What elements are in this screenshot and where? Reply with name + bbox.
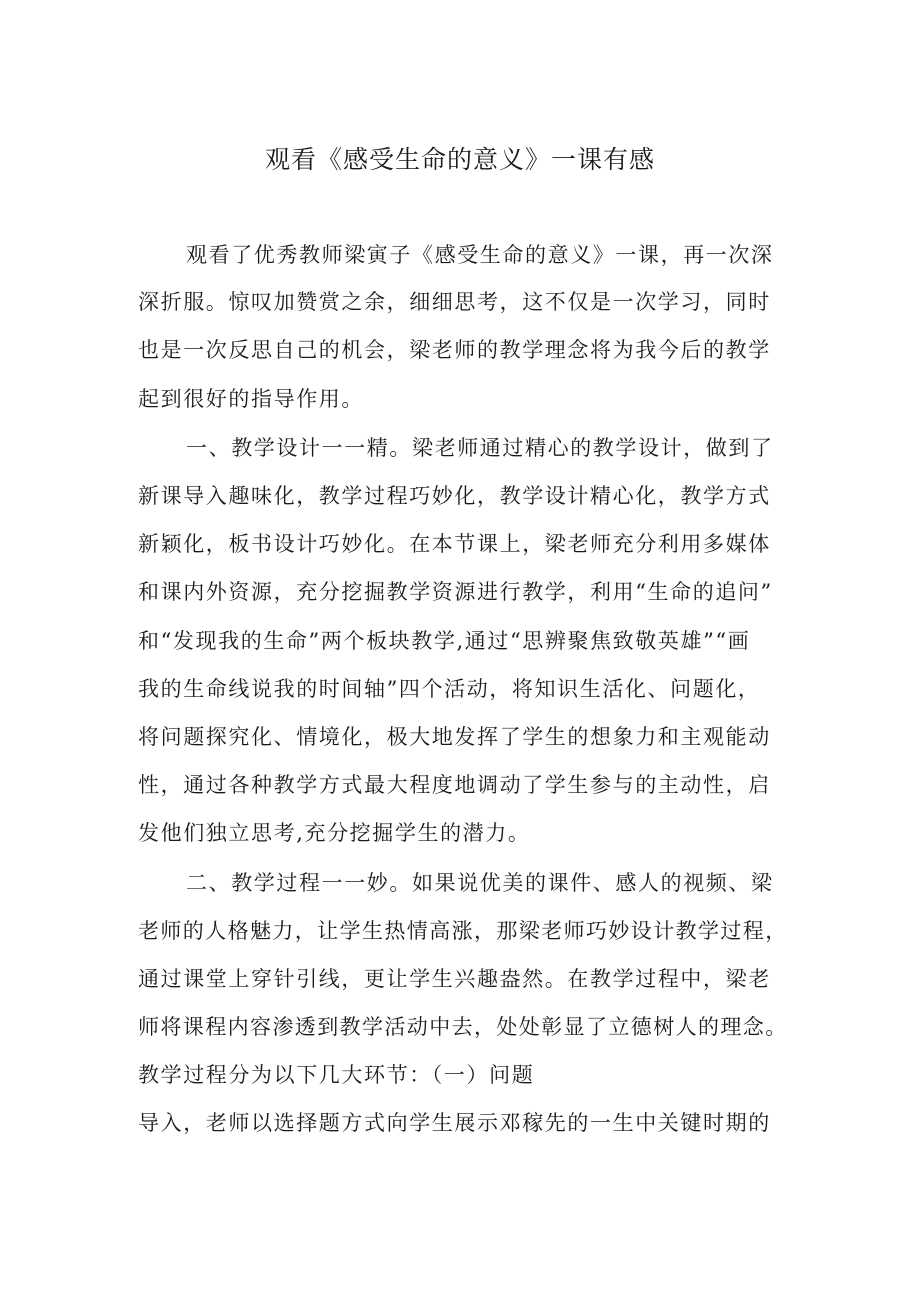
paragraph-2-line-7: 将问题探究化、情境化，极大地发挥了学生的想象力和主观能动 (138, 725, 771, 749)
paragraph-3-line-6: 导入，老师以选择题方式向学生展示邓稼先的一生中关键时期的 (138, 1111, 771, 1135)
paragraph-2-line-4: 和课内外资源，充分挖掘教学资源进行教学，利用“生命的追问” (138, 580, 773, 604)
paragraph-3-line-5: 教学过程分为以下几大环节：（一）问题 (138, 1063, 535, 1087)
paragraph-2-line-9: 发他们独立思考,充分挖掘学生的潜力。 (138, 821, 531, 845)
paragraph-1-line-4: 起到很好的指导作用。 (138, 387, 364, 411)
document-title: 观看《感受生命的意义》一课有感 (264, 145, 655, 174)
paragraph-3-line-4: 师将课程内容渗透到教学活动中去，处处彰显了立德树人的理念。 (138, 1015, 788, 1039)
paragraph-2-line-1: 一、教学设计一一精。梁老师通过精心的教学设计，做到了 (186, 436, 774, 460)
paragraph-2-line-5: 和“发现我的生命”两个板块教学,通过“思辨聚焦致敬英雄”“画 (138, 629, 751, 653)
paragraph-3-line-1: 二、教学过程一一妙。如果说优美的课件、感人的视频、梁 (186, 871, 774, 895)
paragraph-2-line-2: 新课导入趣味化，教学过程巧妙化，教学设计精心化，教学方式 (138, 484, 771, 508)
paragraph-3-line-2: 老师的人格魅力，让学生热情高涨，那梁老师巧妙设计教学过程， (138, 919, 788, 943)
paragraph-2-line-3: 新颖化，板书设计巧妙化。在本节课上，梁老师充分利用多媒体 (138, 532, 771, 556)
paragraph-2-line-8: 性，通过各种教学方式最大程度地调动了学生参与的主动性，启 (138, 773, 771, 797)
paragraph-1-line-1: 观看了优秀教师梁寅子《感受生命的意义》一课，再一次深 (186, 243, 774, 267)
paragraph-3-line-3: 通过课堂上穿针引线，更让学生兴趣盎然。在教学过程中，梁老 (138, 967, 771, 991)
paragraph-2-line-6: 我的生命线说我的时间轴”四个活动，将知识生活化、问题化， (138, 677, 761, 701)
paragraph-1-line-3: 也是一次反思自己的机会，梁老师的教学理念将为我今后的教学 (138, 338, 771, 362)
paragraph-1-line-2: 深折服。惊叹加赞赏之余，细细思考，这不仅是一次学习，同时 (138, 290, 771, 314)
